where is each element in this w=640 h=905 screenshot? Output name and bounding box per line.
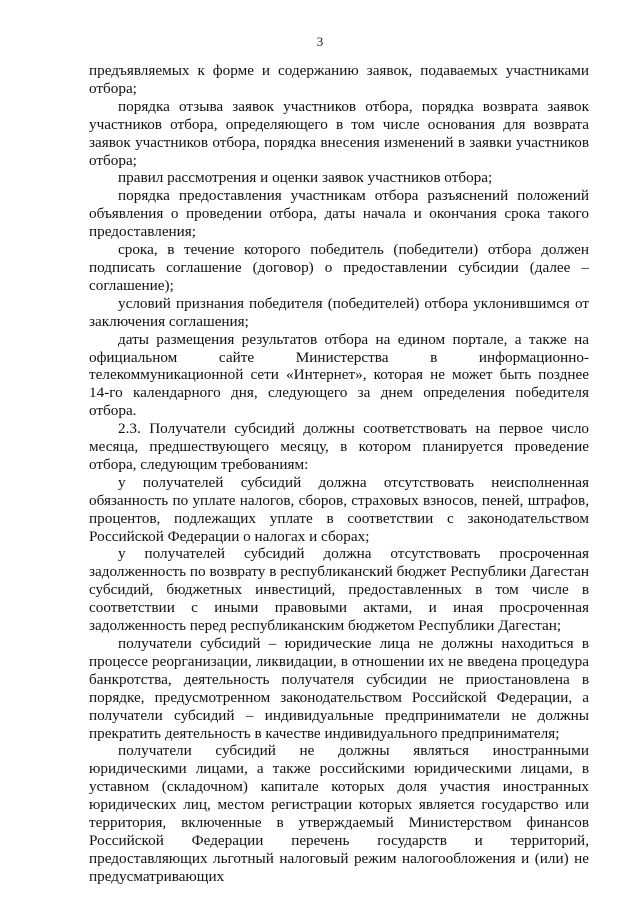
paragraph: порядка предоставления участникам отбора разъяснений положений объявления о проведении отбора, даты начала и окончания срока такого предоставления; — [89, 187, 589, 241]
paragraph: правил рассмотрения и оценки заявок участников отбора; — [118, 169, 493, 187]
paragraph: даты размещения результатов отбора на едином портале, а также на официальном сайте Министерства в информационно-телекоммуникационной сети «Интернет», которая не может быть позднее 14-го календарного дня, следующего за днем определения победителя отбора. — [89, 330, 589, 420]
page-number: 3 — [316, 34, 324, 49]
paragraph: предъявляемых к форме и содержанию заявок, подаваемых участниками отбора; — [89, 62, 589, 97]
document-body — [89, 62, 589, 886]
paragraph: получатели субсидий – юридические лица не должны находиться в процессе реорганизации, ликвидации, в отношении их не введена процедура банкротства, деятельность получателя субсидии не приостановлена в порядке, предусмотренном законодательством Российской Федерации, а получатели субсидий – индивидуальные предприниматели не должны прекратить деятельность в качестве индивидуального предпринимателя; — [89, 635, 589, 742]
paragraph: 2.3. Получатели субсидий должны соответствовать на первое число месяца, предшествующего месяцу, в котором планируется проведение отбора, следующим требованиям: — [89, 420, 589, 473]
paragraph: у получателей субсидий должна отсутствовать неисполненная обязанность по уплате налогов, сборов, страховых взносов, пеней, штрафов, процентов, подлежащих уплате в соответствии с законодательством Российской Федерации о налогах и сборах; — [89, 473, 589, 545]
paragraph: получатели субсидий не должны являться иностранными юридическими лицами, а также российскими юридическими лицами, в уставном (складочном) капитале которых доля участия иностранных юридических лиц, местом регистрации которых является государство или территория, включенные в утверждаемый Министерством финансов Российской Федерации перечень государств и территорий, предоставляющих льготный налоговый режим налогообложения и (или) не предусматривающих — [89, 742, 589, 885]
paragraph: срока, в течение которого победитель (победители) отбора должен подписать соглашение (договор) о предоставлении субсидии (далее – соглашение); — [89, 241, 589, 294]
paragraph: у получателей субсидий должна отсутствовать просроченная задолженность по возврату в республиканский бюджет Республики Дагестан субсидий, бюджетных инвестиций, предоставленных в том числе в соответствии с иными правовыми актами, и иная просроченная задолженность перед республиканским бюджетом Республики Дагестан; — [89, 545, 589, 635]
paragraph: условий признания победителя (победителей) отбора уклонившимся от заключения соглашения; — [89, 294, 589, 330]
paragraph: порядка отзыва заявок участников отбора, порядка возврата заявок участников отбора, определяющего в том числе основания для возврата заявок участников отбора, порядка внесения изменений в заявки участников отбора; — [89, 97, 589, 169]
